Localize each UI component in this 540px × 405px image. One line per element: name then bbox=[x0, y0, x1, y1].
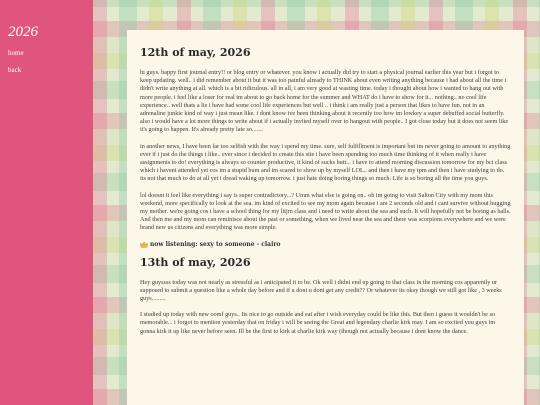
now-listening bbox=[140, 241, 511, 248]
nav-back-link[interactable]: back bbox=[8, 66, 22, 74]
entry-paragraph: I studied up today with new oomf guys.. Its nice to go outside and eat after i wish everyday could be like this. But then i guess it wouldn't be so memorable... i forgot to mention yesterday that on friday i will be seeing the Great and legendary charlie kirk may. I am so excited you guys im gonna kirk it up like never before seen. Ill be the first to kirk at charlie kirk way (though not actually because i dont know the dance. bbox=[140, 311, 496, 335]
journal-entry bbox=[140, 256, 511, 336]
entry-title: 12th of may, 2026 bbox=[140, 46, 251, 59]
journal-entry bbox=[140, 46, 511, 248]
entry-title: 13th of may, 2026 bbox=[140, 255, 251, 269]
crown-icon bbox=[140, 241, 148, 248]
site-title: 2026 bbox=[8, 24, 38, 40]
journal-content bbox=[127, 30, 524, 405]
nav-home-link[interactable]: home bbox=[8, 49, 24, 57]
sidebar-nav bbox=[8, 49, 24, 83]
entry-paragraph: Hey guyssss today was not nearly as stressful as i anticipated it to be. Ok well i didnt end up going to that class in the morning cos apparently ur supposed to submit a question like a whole day before and if u dont u dont get any credit?? Or whatever its okay though we still got like , 3 weeks guys......... bbox=[140, 278, 502, 303]
entry-paragraph: hi guys. happy first journal entry!! or blog entry or whatever. you know i actually did try to start a physical journal earlier this year but i forgot to keep updating. well.. i did remember about it but it was too painful already to THINK about even writing anything because i had about all the time i didn't write anything at all. which is a bit ridiculous. all in all, i am very good at wasting time. today i thought about how i wanted to hang out with more people. i feel like a loser for real im about to go back home for the summer and WHAT do i have to show for it... nothing.. no cool life experience.. well thats a lie i have had some cool life experiences but well .. i think i am really just a person that likes to have fun. not in an adrenaline junkie kind of way i just mean like. i dont know ive been thinking about it recently too how im lowkey a super debuffed social butterfly. also i would have a lot more things to write about if i actually invited myself over to hangout with people.. I got close today but it does not seem like it's going to happen. It's already pretty late so....... bbox=[140, 69, 509, 134]
entry-paragraph: in another news, I have been far too selfish with the way i spend my time. sure, self fulfillment is important but im never going to amount to anything ever if i just do the things i like.. ever since i decided to create this site i have been spending too much time thinking of it when really i have assignments to do! everything is always so counter productive, it kind of sucks butt... i have to attend morning discussion tomorrow for my bci class which i havent attended yet cos im a stupid bum and im scared to show up by myself LOL.. and then i have my tpm and then i have studying to do. its not that much to do at all yet i dread waking up tomorrow. i just hate doing boring things so much. Life is so boring all the time you guys. bbox=[140, 142, 511, 183]
entry-paragraph: lol doesnt it feel like everything i say is super contradictory...? Umm what else is going on.. oh im going to visit Salton City with my mom this weekend, more specifically to look at the sea. im kind of excited to see my mom again because i am 2 seconds old and i cant survive without hugging my mother. we're going cos i have a school thing for my litjrn class and i need to write about the sea and such. It will hopefully not be boring as balls. And then me and my mom can reminisce about the past or something, when we lived near the sea and there was scorpions everywhere and we were brand new us citizens and everything was more simple. bbox=[140, 191, 511, 232]
now-listening-text: now listening: sexy to someone - clairo bbox=[150, 240, 281, 248]
sidebar bbox=[0, 0, 93, 405]
